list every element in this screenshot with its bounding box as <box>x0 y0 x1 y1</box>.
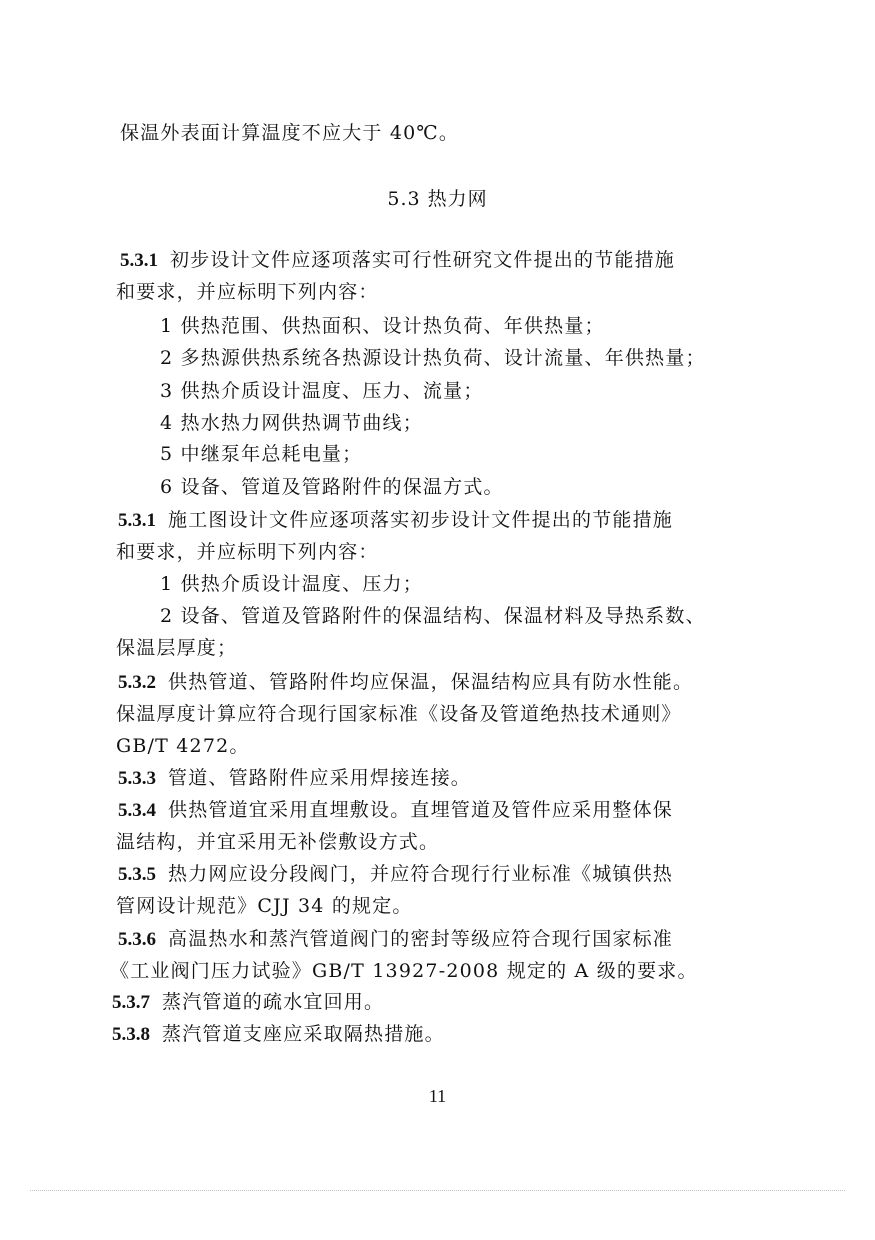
clause-text: 蒸汽管道的疏水宜回用。 <box>162 991 385 1013</box>
clause-5-3-1-a-line-1 <box>120 247 675 274</box>
list-item: 1 供热范围、供热面积、设计热负荷、年供热量； <box>160 315 605 337</box>
clause-5-3-1-b-line-1 <box>118 507 673 534</box>
list-item: 3 供热介质设计温度、压力、流量； <box>160 380 484 402</box>
list-item: 4 热水热力网供热调节曲线； <box>160 412 423 434</box>
clause-number: 5.3.6 <box>118 929 156 950</box>
clause-5-3-2-line-3: GB/T 4272。 <box>116 735 250 757</box>
clause-5-3-3-line-1 <box>118 765 471 792</box>
list-item: 1 供热介质设计温度、压力； <box>160 573 423 595</box>
clause-number: 5.3.5 <box>118 864 156 885</box>
clause-5-3-2-line-1 <box>118 669 693 696</box>
scan-edge-artifact <box>30 1188 845 1191</box>
clause-number: 5.3.8 <box>112 1024 150 1045</box>
list-item: 5 中继泵年总耗电量； <box>160 443 363 465</box>
clause-number: 5.3.1 <box>118 510 156 531</box>
clause-text: 管道、管路附件应采用焊接连接。 <box>168 767 472 789</box>
clause-5-3-6-line-2: 《工业阀门压力试验》GB/T 13927-2008 规定的 A 级的要求。 <box>110 960 698 982</box>
clause-5-3-1-b-line-2: 和要求，并应标明下列内容： <box>116 541 379 563</box>
clause-5-3-5-line-1 <box>118 861 673 888</box>
intro-line: 保温外表面计算温度不应大于 40℃。 <box>120 122 460 144</box>
list-item: 6 设备、管道及管路附件的保温方式。 <box>160 476 504 498</box>
clause-number: 5.3.2 <box>118 672 156 693</box>
clause-5-3-5-line-2: 管网设计规范》CJJ 34 的规定。 <box>116 895 413 917</box>
page-number: 11 <box>428 1086 447 1106</box>
clause-5-3-4-line-1 <box>118 797 673 824</box>
clause-text: 蒸汽管道支座应采取隔热措施。 <box>162 1023 445 1045</box>
clause-5-3-8-line-1 <box>112 1021 445 1048</box>
clause-5-3-1-a-line-2: 和要求，并应标明下列内容： <box>116 281 379 303</box>
clause-5-3-6-line-1 <box>118 926 673 953</box>
clause-text: 热力网应设分段阀门，并应符合现行行业标准《城镇供热 <box>168 863 674 885</box>
clause-number: 5.3.3 <box>118 768 156 789</box>
clause-text: 供热管道、管路附件均应保温，保温结构应具有防水性能。 <box>168 671 694 693</box>
list-item: 2 设备、管道及管路附件的保温结构、保温材料及导热系数、 <box>160 605 706 627</box>
section-heading: 5.3 热力网 <box>387 188 488 210</box>
list-item: 2 多热源供热系统各热源设计热负荷、设计流量、年供热量； <box>160 347 706 369</box>
clause-5-3-2-line-2: 保温厚度计算应符合现行国家标准《设备及管道绝热技术通则》 <box>116 703 682 725</box>
clause-number: 5.3.1 <box>120 250 158 271</box>
clause-text: 供热管道宜采用直埋敷设。直埋管道及管件应采用整体保 <box>168 799 674 821</box>
clause-number: 5.3.7 <box>112 992 150 1013</box>
list-item-continuation: 保温层厚度； <box>116 637 238 659</box>
clause-text: 高温热水和蒸汽管道阀门的密封等级应符合现行国家标准 <box>168 928 674 950</box>
clause-number: 5.3.4 <box>118 800 156 821</box>
clause-5-3-7-line-1 <box>112 989 384 1016</box>
clause-text: 施工图设计文件应逐项落实初步设计文件提出的节能措施 <box>168 509 674 531</box>
clause-5-3-4-line-2: 温结构，并宜采用无补偿敷设方式。 <box>116 831 440 853</box>
clause-text: 初步设计文件应逐项落实可行性研究文件提出的节能措施 <box>170 249 676 271</box>
